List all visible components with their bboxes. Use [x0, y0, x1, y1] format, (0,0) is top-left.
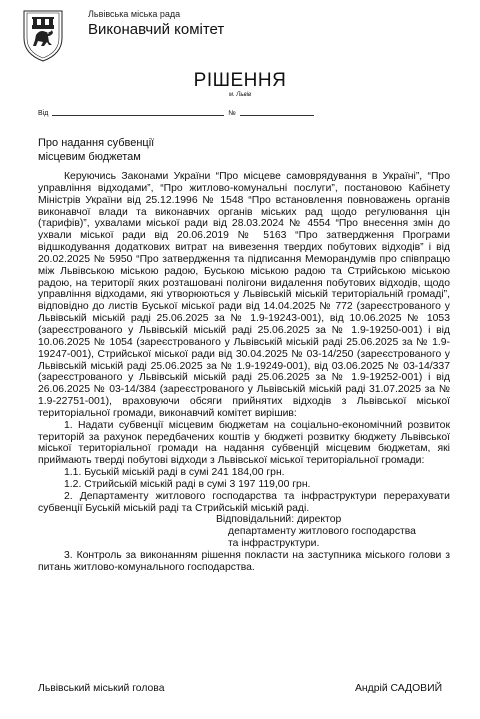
decision-item-3: 3. Контроль за виконанням рішення покласти на заступника міського голови з питань житлово-комунального господарства.	[38, 550, 450, 573]
date-blank-line	[52, 114, 224, 116]
date-label: Від	[38, 110, 49, 117]
subject-line-2: місцевим бюджетам	[38, 151, 141, 163]
preamble-paragraph: Керуючись Законами України “Про місцеве самоврядування в Україні”, “Про управління відходами”, “Про житлово-комунальні послуги”, постановою Кабінету Міністрів України від 25.12.1996 № 1548 “Про встановлення повноважень органів виконавчої влади та виконавчих органів міських рад щодо регулювання цін (тарифів)”, ухвалами міської ради від 28.03.2024 № 4554 “Про внесення змін до ухвали міської ради від 20.06.2019 № 5163 “Про затвердження Програми відшкодування додаткових витрат на вивезення твердих побутових відходів” і від 20.02.2025 № 5950 “Про затвердження та підписання Меморандумів про співпрацю між Львівською міською радою, Буською міською радою та Стрийською міською радою, на території яких розташовані полігони видалення побутових відходів, щодо управління відходами, які утворюються у Львівській міській територіальній громаді”, відповідно до листів Буської міської ради від 14.04.2025 № 772 (зареєстрованого у Львівській міській раді 25.06.2025 за № 1.9-19243-001), від 10.06.2025 № 1053 (зареєстрованого у Львівській міській раді 25.06.2025 за № 1.9-19250-001) і від 10.06.2025 № 1054 (зареєстрованого у Львівській міській раді 25.06.2025 за № 1.9-19247-001), Стрийської міської ради від 30.04.2025 № 03-14/250 (зареєстрованого у Львівській міській раді 25.06.2025 за № 1.9-19249-001), від 03.06.2025 № 03-14/337 (зареєстрованого у Львівській міській раді 25.06.2025 за № 1.9-19252-001) і від 26.06.2025 № 03-14/384 (зареєстрованого у Львівській міській раді 31.07.2025 за № 1.9-22751-001), враховуючи обсяги прийнятих відходів з Львівської міської територіальної громади, виконавчий комітет вирішив:	[38, 171, 450, 419]
document-body	[38, 171, 450, 574]
decision-item-1-1: 1.1. Буській міській раді в сумі 241 184,00 грн.	[64, 467, 285, 479]
document-subject	[38, 136, 154, 164]
mayor-name: Андрій САДОВИЙ	[355, 683, 443, 694]
responsible-line-2: департаменту житлового господарства	[228, 526, 416, 538]
subject-line-1: Про надання субвенції	[38, 137, 155, 149]
city-council-name: Львівська міська рада	[88, 9, 181, 19]
mayor-title: Львівський міський голова	[38, 683, 165, 694]
number-blank-line	[240, 114, 314, 116]
decision-item-1-2: 1.2. Стрийській міській раді в сумі 3 197 119,00 грн.	[64, 478, 311, 490]
date-number-row	[38, 110, 318, 117]
document-title: РІШЕННЯ	[193, 70, 287, 91]
executive-committee-name: Виконавчий комітет	[88, 21, 225, 38]
lviv-coat-of-arms-icon	[18, 8, 68, 64]
decision-item-2: 2. Департаменту житлового господарства та інфраструктури перерахувати субвенції Буській міській раді та Стрийській міській раді.	[38, 490, 450, 514]
decision-item-1: 1. Надати субвенції місцевим бюджетам на соціально-економічний розвиток територій за рахунок передбачених коштів у бюджеті розвитку бюджету Львівської міської територіальної громади на надання субвенцій місцевим бюджетам, які приймають тверді побутові відходи з Львівської міської територіальної громади:	[38, 419, 450, 467]
responsible-line-3: та інфраструктури.	[228, 538, 320, 550]
number-label: №	[228, 110, 236, 117]
city-name: м. Львів	[228, 92, 252, 98]
responsible-line-1: Відповідальний: директор	[216, 514, 342, 526]
